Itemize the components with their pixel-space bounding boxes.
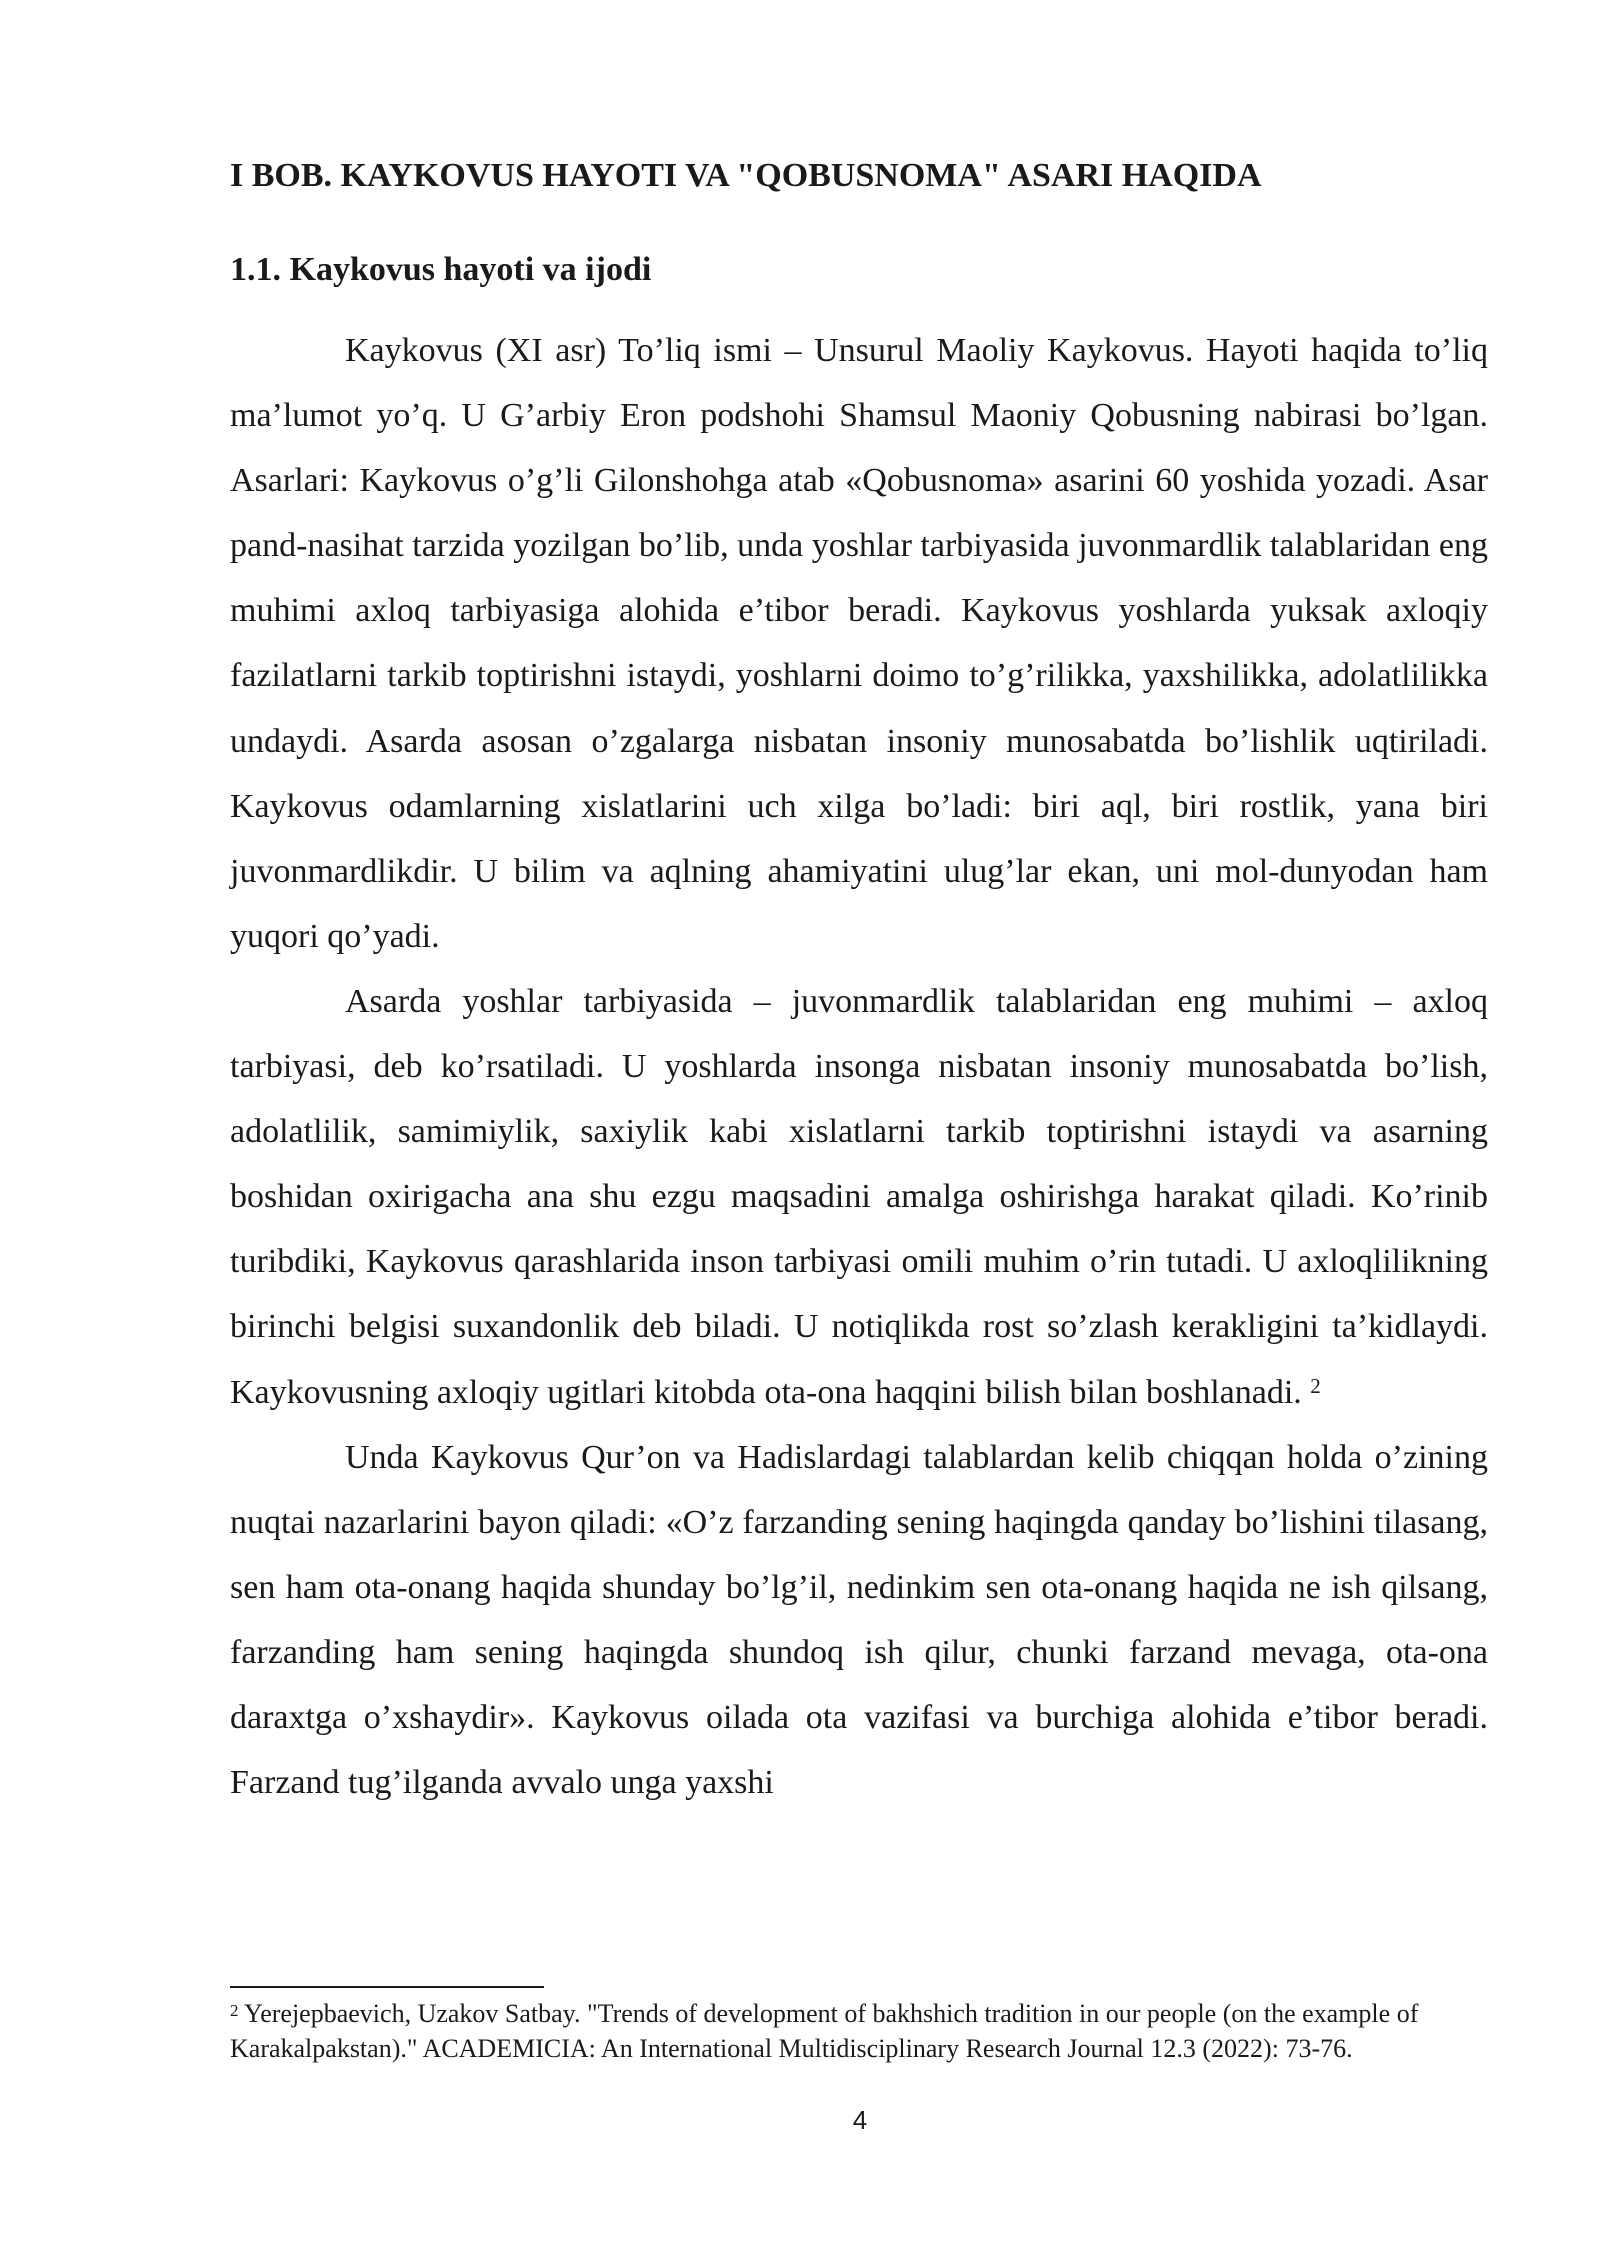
paragraph-3-text: Unda Kaykovus Qur’on va Hadislardagi talablardan kelib chiqqan holda o’zining nuqtai nazarlarini bayon qiladi: «O’z farzanding sening haqingda qanday bo’lishini tilasang, sen ham ota-onang haqida shunday bo’lg’il, nedinkim sen ota-onang haqida ne ish qilsang, farzanding ham sening haqingda shundoq ish qilur, chunki farzand mevaga, ota-ona daraxtga o’xshaydir». Kaykovus oilada ota vazifasi va burchiga alohida e’tibor beradi. Farzand tug’ilganda avvalo unga yaxshi <box>230 1438 1488 1802</box>
paragraph-1-text: Kaykovus (XI asr) To’liq ismi – Unsurul Maoliy Kaykovus. Hayoti haqida to’liq ma’lumot yo’q. U G’arbiy Eron podshohi Shamsul Maoniy Qobusning nabirasi bo’lgan. Asarlari: Kaykovus o’g’li Gilonshohga atab «Qobusnoma» asarini 60 yoshida yozadi. Asar pand-nasihat tarzida yozilgan bo’lib, unda yoshlar tarbiyasida juvonmardlik talablaridan eng muhimi axloq tarbiyasiga alohida e’tibor beradi. Kaykovus yoshlarda yuksak axloqiy fazilatlarni tarkib toptirishni istaydi, yoshlarni doimo to’g’rilikka, yaxshilikka, adolatlilikka undaydi. Asarda asosan o’zgalarga nisbatan insoniy munosabatda bo’lishlik uqtiriladi. Kaykovus odamlarning xislatlarini uch xilga bo’ladi: biri aql, biri rostlik, yana biri juvonmardlikdir. U bilim va aqlning ahamiyatini ulug’lar ekan, uni mol-dunyodan ham yuqori qo’yadi. <box>230 332 1488 955</box>
chapter-title: I BOB. KAYKOVUS HAYOTI VA "QOBUSNOMA" ASARI HAQIDA <box>230 157 1262 194</box>
paragraph-2 <box>230 969 1488 1425</box>
body-text <box>230 318 1488 1815</box>
footnote-text: Yerejepbaevich, Uzakov Satbay. "Trends of development of bakhshich tradition in our people (on the example of Karakalpakstan)." ACADEMICIA: An International Multidisciplinary Research Journal 12.3 (2022): 73-76. <box>230 1999 1419 2063</box>
paragraph-1 <box>230 318 1488 969</box>
paragraph-2-text: Asarda yoshlar tarbiyasida – juvonmardlik talablaridan eng muhimi – axloq tarbiyasi, deb ko’rsatiladi. U yoshlarda insonga nisbatan insoniy munosabatda bo’lish, adolatlilik, samimiylik, saxiylik kabi xislatlarni tarkib toptirishni istaydi va asarning boshidan oxirigacha ana shu ezgu maqsadini amalga oshirishga harakat qiladi. Ko’rinib turibdiki, Kaykovus qarashlarida inson tarbiyasi omili muhim o’rin tutadi. U axloqlilikning birinchi belgisi suxandonlik deb biladi. U notiqlikda rost so’zlash kerakligini ta’kidlaydi. Kaykovusning axloqiy ugitlari kitobda ota-ona haqqini bilish bilan boshlanadi. <box>230 982 1488 1411</box>
page-number: 4 <box>852 2105 868 2135</box>
footnote-separator <box>230 1986 544 1988</box>
footnote-mark: 2 <box>230 2001 239 2020</box>
footnote-reference[interactable]: 2 <box>1310 1373 1321 1398</box>
paragraph-3 <box>230 1425 1488 1816</box>
footnote <box>230 1996 1488 2066</box>
section-title: 1.1. Kaykovus hayoti va ijodi <box>230 251 652 288</box>
